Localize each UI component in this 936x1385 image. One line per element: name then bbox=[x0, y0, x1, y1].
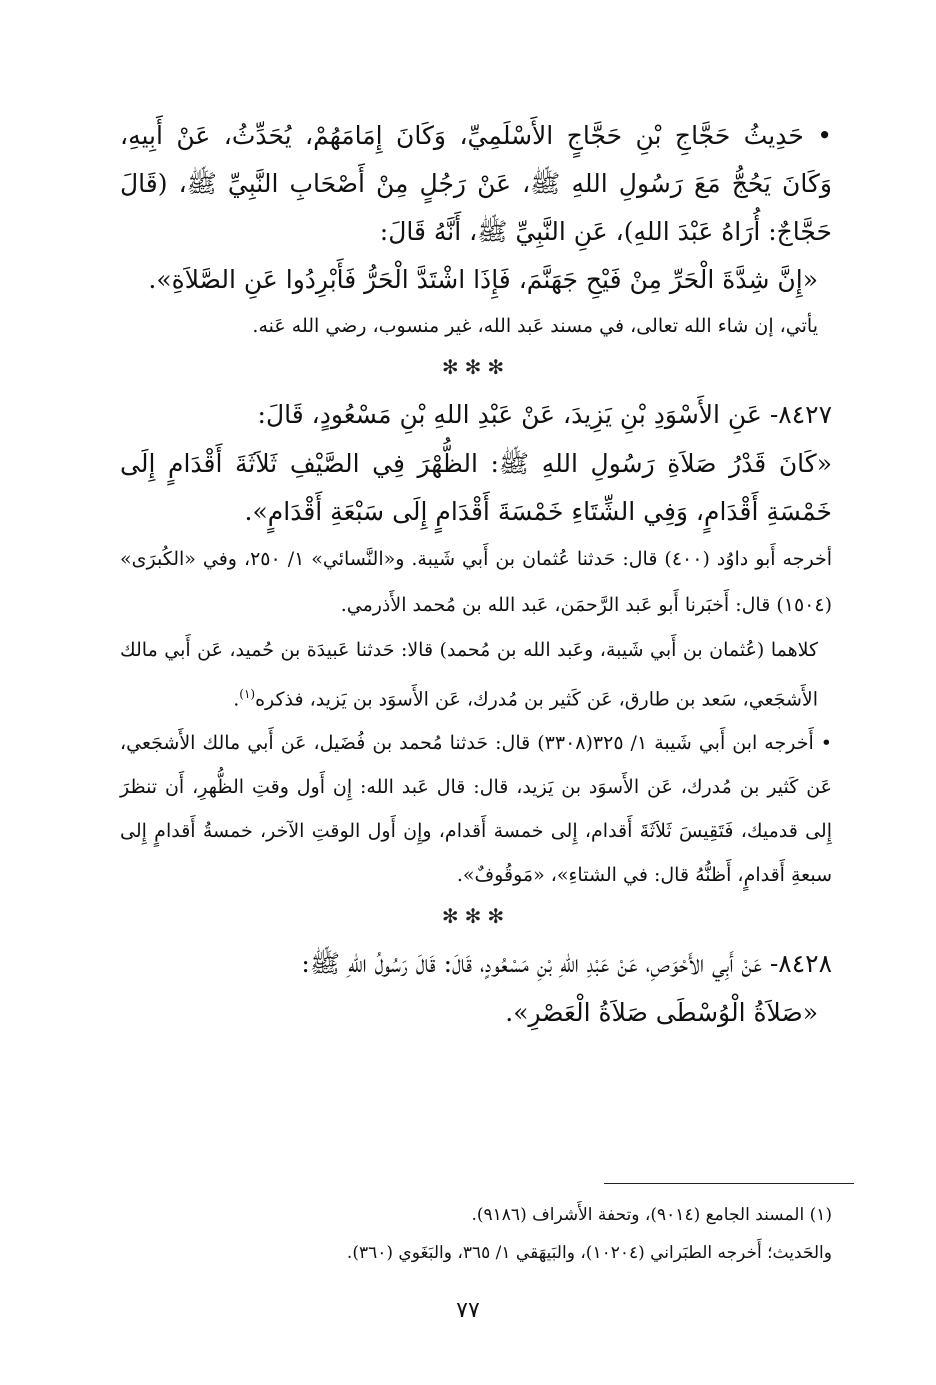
intro-hadith: • حَدِيثُ حَجَّاجِ بْنِ حَجَّاجٍ الأَسْلَمِيِّ، وَكَانَ إِمَامَهُمْ، يُحَدِّثُ، عَنْ أَبِيهِ، وَكَانَ يَحُجُّ مَعَ رَسُولِ اللهِ ﷺ، عَنْ رَجُلٍ مِنْ أَصْحَابِ النَّبِيِّ ﷺ، (قَالَ حَجَّاجٌ: أُرَاهُ عَبْدَ اللهِ)، عَنِ النَّبِيِّ ﷺ، أَنَّهُ قَالَ: bbox=[120, 121, 832, 246]
hadith-8428-heading: ٨٤٢٨- عَنْ أَبِي الأَحْوَصِ، عَنْ عَبْدِ اللهِ بْنِ مَسْعُودٍ، قَالَ: قَالَ رَسُولُ اللهِ ﷺ: bbox=[301, 949, 832, 979]
reference-2-text: كلاهما (عُثمان بن أَبي شَيبة، وعَبد الله بن مُحمد) قالا: حَدثنا عَبيدَة بن حُميد، عَن أَبي مالك الأَشجَعي، سَعد بن طارق، عَن كَثير بن مُدرك، عَن الأَسوَد بن يَزيد، فذكره bbox=[120, 639, 818, 711]
section-separator: ✻✻✻ bbox=[441, 355, 511, 379]
page-body bbox=[120, 112, 832, 1037]
hadith-8427-reference-1: أخرجه أَبو داوُد (٤٠٠) قال: حَدثنا عُثمان بن أَبي شَيبة. و«النَّسائي» ١/ ٢٥٠، وفي «الكُبرَى» (١٥٠٤) قال: أَخبَرنا أَبو عَبد الرَّحمَن، عَبد الله بن مُحمد الأَذرمي. bbox=[120, 548, 832, 616]
hadith-8427-heading: ٨٤٢٧- عَنِ الأَسْوَدِ بْنِ يَزِيدَ، عَنْ عَبْدِ اللهِ بْنِ مَسْعُودٍ، قَالَ: bbox=[257, 400, 832, 429]
section-separator: ✻✻✻ bbox=[441, 904, 511, 929]
hadith-8428-text: «صَلاَةُ الْوُسْطَى صَلاَةُ الْعَصْرِ». bbox=[505, 998, 818, 1028]
footnote-divider bbox=[604, 1183, 854, 1184]
intro-quote: «إِنَّ شِدَّةَ الْحَرِّ مِنْ فَيْحِ جَهَنَّمَ، فَإِذَا اشْتَدَّ الْحَرُّ فَأَبْرِدُوا عَنِ الصَّلاَةِ». bbox=[148, 265, 818, 294]
hadith-8427-reference-2: كلاهما (عُثمان بن أَبي شَيبة، وعَبد الله بن مُحمد) قالا: حَدثنا عَبيدَة بن حُميد، عَن أَبي مالك الأَشجَعي، سَعد بن طارق، عَن كَثير بن مُدرك، عَن الأَسوَد بن يَزيد، فذكره$^{(١)}$. bbox=[120, 639, 818, 711]
footnotes bbox=[120, 1196, 832, 1272]
footnote-1: (١) المسند الجامع (٩٠١٤)، وتحفة الأَشراف (٩١٨٦). bbox=[471, 1205, 832, 1225]
intro-note: يأتي، إن شاء الله تعالى، في مسند عَبد الله، غير منسوب، رضي الله عَنه. bbox=[252, 315, 818, 337]
page-number: ٧٧ bbox=[456, 1298, 480, 1323]
footnote-marker[interactable]: (١) bbox=[239, 687, 256, 701]
hadith-8427-text: «كَانَ قَدْرُ صَلاَةِ رَسُولِ اللهِ ﷺ: الظُّهْرَ فِي الصَّيْفِ ثَلاَثَةَ أَقْدَامٍ إِلَى خَمْسَةِ أَقْدَامٍ، وَفِي الشِّتَاءِ خَمْسَةَ أَقْدَامٍ إِلَى سَبْعَةِ أَقْدَامٍ». bbox=[120, 449, 832, 526]
footnote-2: والحَديث؛ أَخرجه الطبَراني (١٠٢٠٤)، والبَيهَقي ١/ ٣٦٥، والبَغَوي (٣٦٠). bbox=[346, 1243, 832, 1263]
hadith-8427-reference-3: • أَخرجه ابن أَبي شَيبة ١/ ٣٢٥(٣٣٠٨) قال: حَدثنا مُحمد بن فُضَيل، عَن أَبي مالك الأَشجَعي، عَن كَثير بن مُدرك، عَن الأَسوَد بن يَزيد، قال: قال عَبد الله: إِن أَول وقتِ الظُّهرِ، أَن تنظرَ إِلى قدميك، فَتَقِيسَ ثَلاَثَةَ أَقدام، إِلى خمسة أَقدام، وإِن أَول الوقتِ الآخر، خمسةُ أَقدامٍ إِلى سبعةِ أَقدامٍ، أَظنُّهُ قال: في الشتاءِ»، «مَوقُوفٌ». bbox=[120, 732, 832, 887]
